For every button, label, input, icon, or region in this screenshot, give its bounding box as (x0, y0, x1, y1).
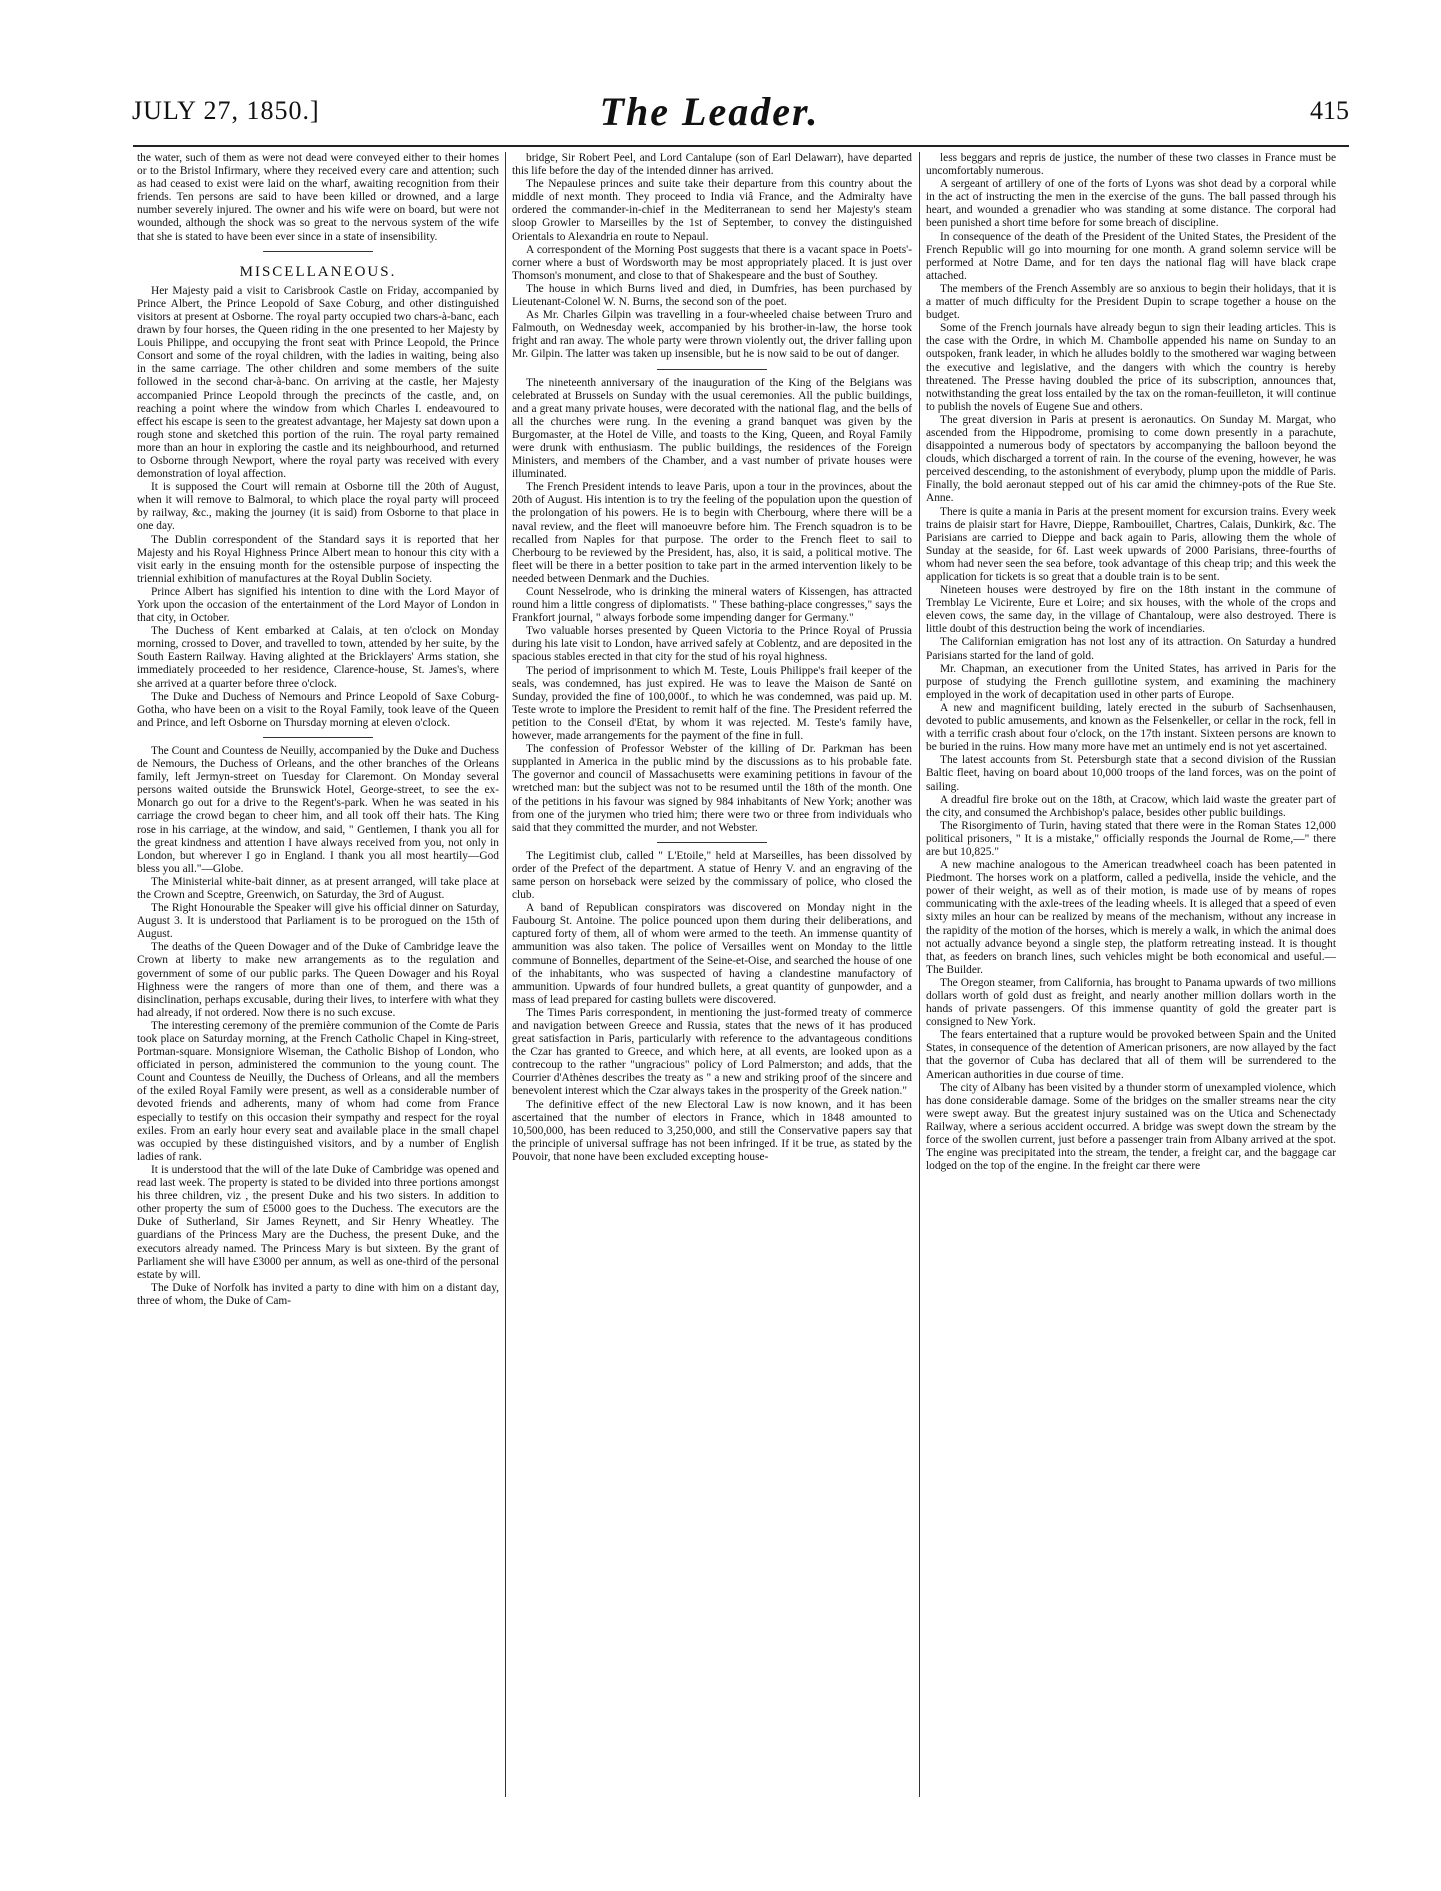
header-rule (133, 145, 1349, 147)
article-paragraph: The French President intends to leave Paris, upon a tour in the provinces, about the 20th of August. His intention is to try the feeling of the population upon the question of the prolongation of his powers. He is to begin with Cherbourg, where there will be a naval review, and the fleet will manoeuvre before him. The French squadron is to be recalled from Naples for that purpose. The order to the French fleet to sail to Cherbourg to be reviewed by the President, has, also, it is said, a political motive. The fleet will be there in a better position to take part in the armed intervention likely to be needed between Denmark and the Duchies. (512, 481, 912, 585)
article-paragraph: The Ministerial white-bait dinner, as at present arranged, will take place at the Crown and Sceptre, Greenwich, on Saturday, the 3rd of August. (137, 875, 499, 901)
article-paragraph: Prince Albert has signified his intention to dine with the Lord Mayor of York upon the occasion of the entertainment of the Lord Mayor of London in that city, in October. (137, 585, 499, 625)
article-paragraph: A new and magnificent building, lately erected in the suburb of Sachsenhausen, devoted to public amusements, and known as the Felsenkeller, or cellar in the rock, fell in with a terrific crash about four o'clock, on the 17th instant. Sixteen persons are known to be buried in the ruins. How many more have met an untimely end is not yet ascertained. (926, 701, 1336, 754)
article-paragraph: The Duchess of Kent embarked at Calais, at ten o'clock on Monday morning, crossed to Dover, and travelled to town, attended by her suite, by the South Eastern Railway. Having alighted at the Bricklayers' Arms station, she immediately proceeded to her residence, Clarence-house, St. James's, where she arrived at a quarter before three o'clock. (137, 625, 499, 690)
column-3 (926, 152, 1336, 1797)
article-paragraph: The city of Albany has been visited by a thunder storm of unexampled violence, which has done considerable damage. Some of the bridges on the smaller streams near the city were swept away. But the greatest injury sustained was on the Utica and Schenectady Railway, where a serious accident occurred. A bridge was swept down the stream by the force of the swollen current, just before a passenger train from Albany arrived at the spot. The engine was precipitated into the stream, the tender, a freight car, and the baggage car lodged on the top of the engine. In the freight car there were (926, 1081, 1336, 1173)
article-paragraph: The Legitimist club, called " L'Etoile," held at Marseilles, has been dissolved by order of the Prefect of the department. A statue of Henry V. and an engraving of the same person on horseback were seized by the commissary of police, who closed the club. (512, 849, 912, 902)
article-paragraph: The Duke of Norfolk has invited a party to dine with him on a distant day, three of whom, the Duke of Cam- (137, 1281, 499, 1307)
article-block (512, 377, 912, 835)
article-block (512, 850, 912, 1164)
article-paragraph: The latest accounts from St. Petersburgh state that a second division of the Russian Baltic fleet, having on board about 10,000 troops of the land forces, was on the point of sailing. (926, 754, 1336, 793)
article-block (512, 152, 912, 362)
article-paragraph: It is supposed the Court will remain at Osborne till the 20th of August, when it will remove to Balmoral, to which place the royal party will proceed by railway, &c., making the journey (it is said) from Osborne to that place in one day. (137, 481, 499, 533)
article-paragraph: The deaths of the Queen Dowager and of the Duke of Cambridge leave the Crown at liberty to make new arrangements as to the regulation and government of some of our public parks. The Queen Dowager and his Royal Highness were the rangers of more than one of them, and there was a disinclination, perhaps excusable, during their lives, to interfere with what they had already, if not ordered. Now there is no such excuse. (137, 941, 499, 1019)
article-paragraph: The confession of Professor Webster of the killing of Dr. Parkman has been supplanted in America in the public mind by the discussions as to his probable fate. The governor and council of Massachusetts were examining petitions in favour of the wretched man: but the subject was not to be resumed until the 18th of the month. One of the petitions in his favour was signed by 984 inhabitants of New York; another was from one of the jurymen who tried him; there were two or three from individuals who said that they committed the murder, and not Webster. (512, 743, 912, 834)
article-paragraph: As Mr. Charles Gilpin was travelling in a four-wheeled chaise between Truro and Falmouth, on Wednesday week, accompanied by his brother-in-law, the horse took fright and ran away. The whole party were thrown violently out, the driver falling upon Mr. Gilpin. The latter was taken up insensible, but he is now said to be out of danger. (512, 309, 912, 361)
article-paragraph: the water, such of them as were not dead were conveyed either to their homes or to the Bristol Infirmary, where they received every care and attention; such as had ceased to exist were laid on the wharf, awaiting recognition from their friends. Ten persons are said to have been killed or drowned, and a large number severely injured. The owner and his wife were on board, but were not wounded, although the shock was so great to the nervous system of the wife that she is stated to have been ever since in a state of insensibility. (137, 152, 499, 243)
article-paragraph: The nineteenth anniversary of the inauguration of the King of the Belgians was celebrated at Brussels on Sunday with the usual ceremonies. All the public buildings, and a great many private houses, were decorated with the national flag, and the bells of all the churches were rung. In the evening a grand banquet was given by the Burgomaster, at the Hotel de Ville, and toasts to the King, Queen, and Royal Family were drunk with enthusiasm. The public buildings, the residences of the Foreign Ministers, and members of the Chamber, and a vast number of private houses were illuminated. (512, 376, 912, 481)
article-block (137, 285, 499, 730)
column-divider (505, 152, 506, 1797)
article-paragraph: A dreadful fire broke out on the 18th, at Cracow, which laid waste the greater part of the city, and consumed the Archbishop's palace, besides other public buildings. (926, 793, 1336, 819)
article-block (926, 152, 1336, 1173)
column-divider (919, 152, 920, 1797)
article-paragraph: The Risorgimento of Turin, having stated that there were in the Roman States 12,000 political prisoners, " It is a mistake," officially responds the Journal de Rome,—" there are but 10,825." (926, 819, 1336, 858)
article-paragraph: The fears entertained that a rupture would be provoked between Spain and the United States, in consequence of the detention of American prisoners, are now allayed by the fact that the governor of Cuba has declared that all of them will be surrendered to the American authorities in due course of time. (926, 1029, 1336, 1081)
article-paragraph: The definitive effect of the new Electoral Law is now known, and it has been ascertained that the number of electors in France, which in 1848 amounted to 10,500,000, has been reduced to 3,250,000, and still the Conservative papers say that the principle of universal suffrage has not been infringed. If it be true, as stated by the Pouvoir, that none have been excluded excepting house- (512, 1098, 912, 1163)
article-paragraph: There is quite a mania in Paris at the present moment for excursion trains. Every week trains de plaisir start for Havre, Dieppe, Rambouillet, Chartres, Calais, Dunkirk, &c. The Parisians are carried to Dieppe and back again to Paris, allowing them the whole of Sunday at the seaside, for 6f. Last week upwards of 2000 Parisians, three-fourths of whom had never seen the sea before, took advantage of this cheap trip; and this week the application for tickets is so great that a double train is to be sent. (926, 505, 1336, 583)
article-paragraph: In consequence of the death of the President of the United States, the President of the French Republic will go into mourning for one month. A grand solemn service will be performed at Notre Dame, and for ten days the national flag will have black crape attached. (926, 230, 1336, 282)
article-paragraph: The interesting ceremony of the première communion of the Comte de Paris took place on Saturday morning, at the French Catholic Chapel in King-street, Portman-square. Monsigniore Wiseman, the Catholic Bishop of London, who officiated in person, administered the communion to the young count. The Count and Countess de Neuilly, the Duchess of Orleans, and all the members of the exiled Royal Family were present, as well as a considerable number of devoted friends and adherents, many of whom had come from France especially to testify on this occasion their sympathy and respect for the royal exiles. From an early hour every seat and available place in the small chapel was occupied by these distinguished visitors, and by a number of English ladies of rank. (137, 1019, 499, 1163)
article-paragraph: Nineteen houses were destroyed by fire on the 18th instant in the commune of Tremblay Le Vicirente, Eure et Loire; and six houses, with the whole of the crops and eleven cows, the same day, in the village of Chantaloup, were also destroyed. There is little doubt of this destruction being the work of incendiaries. (926, 584, 1336, 636)
article-paragraph: The Duke and Duchess of Nemours and Prince Leopold of Saxe Coburg-Gotha, who have been on a visit to the Royal Family, took leave of the Queen and Prince, and left Osborne on Thursday morning at eleven o'clock. (137, 690, 499, 729)
article-paragraph: The Californian emigration has not lost any of its attraction. On Saturday a hundred Parisians started for the land of gold. (926, 636, 1336, 662)
article-paragraph: A correspondent of the Morning Post suggests that there is a vacant space in Poets'-corner where a bust of Wordsworth may be most appropriately placed. It is just over Thomson's monument, and close to that of Shakespeare and the bust of Southey. (512, 243, 912, 282)
article-paragraph: It is understood that the will of the late Duke of Cambridge was opened and read last week. The property is stated to be divided into three portions amongst his three children, viz , the present Duke and his two sisters. In addition to other property the sum of £5000 goes to the Duchess. The executors are the Duke of Sutherland, Sir James Reynett, and Sir Henry Wheatley. The guardians of the Princess Mary are the Duchess, the present Duke, and the executors already named. The Princess Mary is but sixteen. By the grant of Parliament she will have £3000 per annum, as well as one-third of the personal estate by will. (137, 1163, 499, 1281)
article-paragraph: less beggars and repris de justice, the number of these two classes in France must be uncomfortably numerous. (926, 152, 1336, 178)
article-paragraph: The Count and Countess de Neuilly, accompanied by the Duke and Duchess de Nemours, the Duchess of Orleans, and the other branches of the Orleans family, left Jermyn-street on Tuesday for Claremont. On Monday several persons waited outside the Brunswick Hotel, George-street, to see the ex-Monarch go out for a drive to the Regent's-park. When he was seated in his carriage the crowd began to cheer him, and all took off their hats. The King rose in his carriage, at the window, and said, " Gentlemen, I thank you all for the great kindness and attention I have always received from you, not only in London, but wherever I go in England. I thank you all most heartily—God bless you all."—Globe. (137, 744, 499, 875)
column-1 (137, 152, 499, 1797)
article-paragraph: The Oregon steamer, from California, has brought to Panama upwards of two millions dollars worth of gold dust as freight, and nearly another million dollars worth in the hands of private passengers. Of this immense quantity of gold the greater part is consigned to New York. (926, 976, 1336, 1029)
separator-rule (657, 369, 767, 370)
article-paragraph: The members of the French Assembly are so anxious to begin their holidays, that it is a matter of much difficulty for the President Dupin to scrape together a house on the budget. (926, 282, 1336, 322)
newspaper-title: The Leader. (599, 89, 820, 134)
article-paragraph: Her Majesty paid a visit to Carisbrook Castle on Friday, accompanied by Prince Albert, the Prince Leopold of Saxe Coburg, and other distinguished visitors at present at Osborne. The royal party occupied two chars-à-banc, each drawn by four horses, the Queen riding in the one presented to her Majesty by Louis Philippe, and occupying the front seat with Prince Leopold, the Prince Consort and some of the royal children, with the ladies in waiting, being also in the same carriage. The other children and some members of the suite followed in the second char-à-banc. On arriving at the castle, her Majesty accompanied Prince Leopold through the precincts of the castle, and, on reaching a point where the window from which Charles I. endeavoured to effect his escape is seen to the greatest advantage, her Majesty sat down upon a rough stone and sketched this portion of the ruin. The royal party remained more than an hour in exploring the castle and its neighbourhood, and returned to Osborne through Newport, where the royal party was received with every demonstration of loyal affection. (137, 284, 499, 481)
article-paragraph: The great diversion in Paris at present is aeronautics. On Sunday M. Margat, who ascended from the Hippodrome, promising to come down presently in a parachute, disappointed a numerous body of spectators by accompanying the balloon beyond the clouds, which discharged a torrent of rain. In the course of the evening, however, he was perceived descending, to the astonishment of everybody, plump upon the middle of Paris. Finally, the bold aeronaut stepped out of his car amid the chimney-pots of the Rue Ste. Anne. (926, 413, 1336, 505)
article-paragraph: The Right Honourable the Speaker will give his official dinner on Saturday, August 3. It is understood that Parliament is to be prorogued on the 15th of August. (137, 902, 499, 941)
article-paragraph: The Times Paris correspondent, in mentioning the just-formed treaty of commerce and navigation between Greece and Russia, states that the news of it has produced great satisfaction in Paris, particularly with reference to the advantageous conditions the Czar has granted to Greece, and which here, at all events, are looked upon as a contrecoup to the rather "ungracious" policy of Lord Palmerston; and adds, that the Courrier d'Athènes describes the treaty as " a new and striking proof of the sincere and benevolent interest which the Czar always takes in the prosperity of the Greek nation." (512, 1006, 912, 1098)
article-paragraph: bridge, Sir Robert Peel, and Lord Cantalupe (son of Earl Delawarr), have departed this life before the day of the intended dinner has arrived. (512, 152, 912, 178)
article-paragraph: A new machine analogous to the American treadwheel coach has been patented in Piedmont. The horses work on a platform, called a pedivella, inside the vehicle, and the power of their weight, as well as of their motion, is made use of by means of ropes communicating with the axle-trees of the leading wheels. It is alleged that a speed of even sixty miles an hour can be realized by means of the mechanism, without any increase in the rapidity of the motion of the horses, which is merely a walk, in which the animal does not actually advance beyond a single step, the platform retreating instead. It is thought that, as feeders on branch lines, such vehicles might be both economical and useful.—The Builder. (926, 859, 1336, 976)
article-paragraph: Mr. Chapman, an executioner from the United States, has arrived in Paris for the purpose of studying the French guillotine system, and examining the machinery employed in the work of decapitation used in other parts of Europe. (926, 662, 1336, 701)
article-paragraph: Count Nesselrode, who is drinking the mineral waters of Kissengen, has attracted round him a little congress of diplomatists. " These bathing-place congresses," says the Frankfort journal, " always forbode some impending danger for Germany." (512, 586, 912, 625)
article-paragraph: The period of imprisonment to which M. Teste, Louis Philippe's frail keeper of the seals, was condemned, has just expired. He was to leave the Maison de Santé on Sunday, provided the fine of 100,000f., to which he was condemned, was paid up. M. Teste wrote to implore the President to remit half of the fine. The President referred the petition to the Conseil d'Etat, by whom it was rejected. M. Teste's family have, however, made arrangements for the payment of the fine in full. (512, 664, 912, 743)
separator-rule (263, 251, 373, 252)
article-paragraph: The Dublin correspondent of the Standard says it is reported that her Majesty and his Royal Highness Prince Albert mean to honour this city with a visit early in the ensuing month for the ostensible purpose of inspecting the triennial exhibition of manufactures at the Royal Dublin Society. (137, 533, 499, 585)
article-paragraph: Two valuable horses presented by Queen Victoria to the Prince Royal of Prussia during his late visit to London, have arrived safely at Coblentz, and are deposited in the spacious stables erected in that city for the stud of his royal highness. (512, 625, 912, 664)
issue-date: JULY 27, 1850.] (132, 96, 320, 125)
page-number: 415 (1310, 96, 1349, 125)
section-heading: MISCELLANEOUS. (239, 263, 397, 280)
article-paragraph: Some of the French journals have already begun to sign their leading articles. This is the case with the Ordre, in which M. Chambolle appended his name on Sunday to an outspoken, frank leader, in which he alludes boldly to the smothered war waging between the executive and legislative, and the dangers with which the country is hereby threatened. The Presse having doubled the price of its subscription, announces that, notwithstanding the great loss entailed by the tax on the roman-feuilleton, it will continue to publish the novels of Eugene Sue and others. (926, 322, 1336, 413)
article-paragraph: The Nepaulese princes and suite take their departure from this country about the middle of next month. They proceed to India viâ France, and the Admiralty have ordered the commander-in-chief in the Mediterranean to send her Majesty's steam sloop Growler to Marseilles by the 1st of September, to convey the distinguished Orientals to Alexandria en route to Nepaul. (512, 178, 912, 243)
separator-rule (657, 842, 767, 843)
masthead (70, 88, 1349, 148)
article-paragraph: A band of Republican conspirators was discovered on Monday night in the Faubourg St. Antoine. The police pounced upon them during their deliberations, and captured forty of them, all of whom were armed to the teeth. An immense quantity of ammunition was also taken. The police of Versailles went on Monday to the little commune of Bonnelles, department of the Seine-et-Oise, and searched the house of one of the inhabitants, who was suspected of having a clandestine manufactory of ammunition. Upwards of four hundred bullets, a great quantity of gunpowder, and a mass of lead prepared for casting bullets were discovered. (512, 902, 912, 1006)
column-2 (512, 152, 912, 1797)
separator-rule (263, 737, 373, 738)
article-block (137, 745, 499, 1308)
article-paragraph: A sergeant of artillery of one of the forts of Lyons was shot dead by a corporal while in the act of instructing the men in the exercise of the guns. The ball passed through his heart, and wounded a grenadier who was standing at some distance. The corporal had been punished a short time before for some breach of discipline. (926, 178, 1336, 230)
article-paragraph: The house in which Burns lived and died, in Dumfries, has been purchased by Lieutenant-Colonel W. N. Burns, the second son of the poet. (512, 282, 912, 309)
